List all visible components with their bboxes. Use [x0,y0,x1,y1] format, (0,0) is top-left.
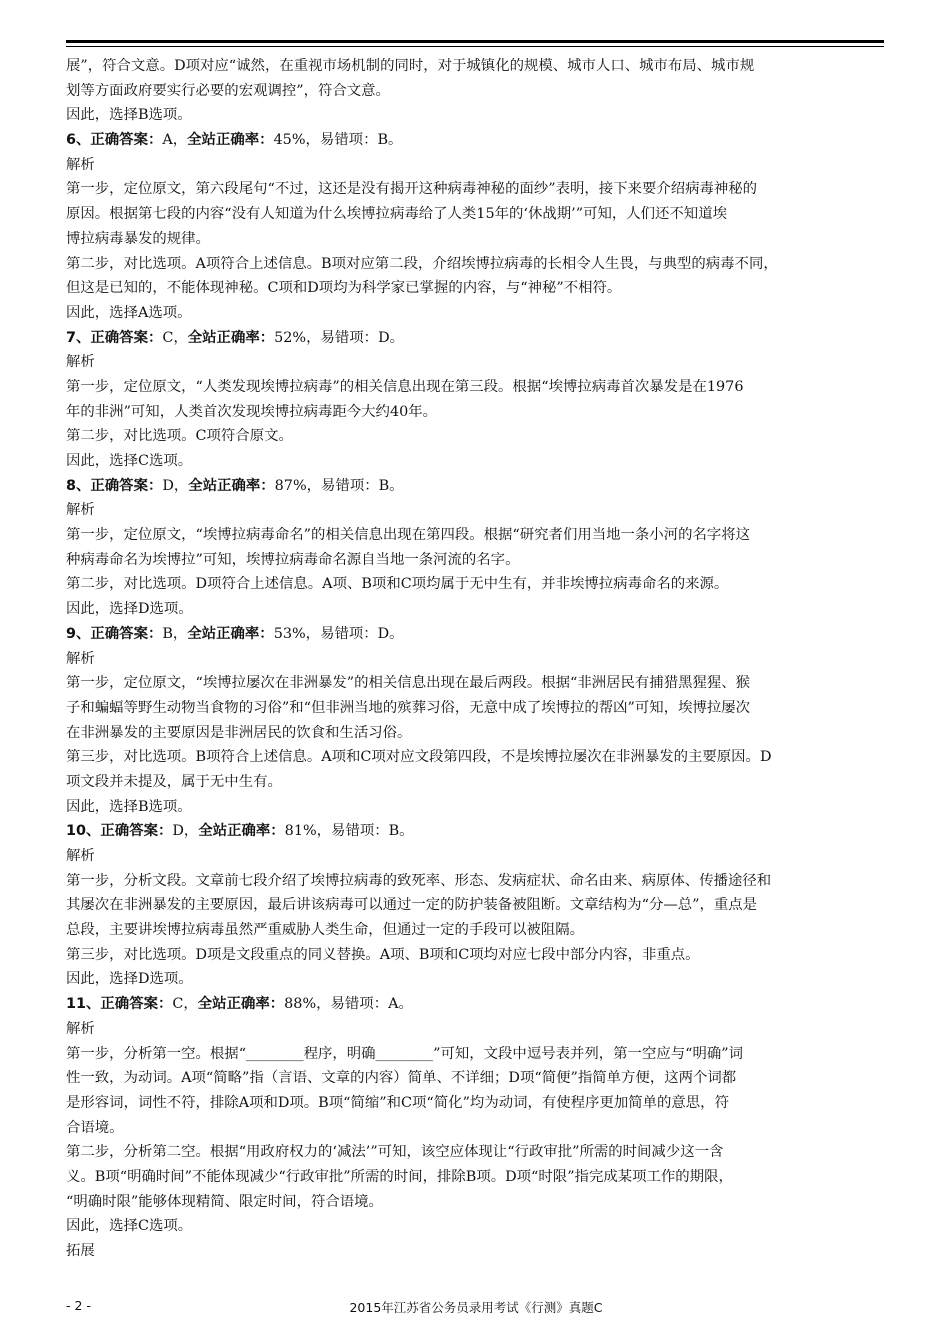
answer-line [66,128,886,153]
answer-details: 45%，易错项：B。 [273,132,403,149]
text-line: 种病毒命名为埃博拉”可知，埃博拉病毒命名源自当地一条河流的名字。 [66,551,520,568]
text-line: 第二步，对比选项。D项符合上述信息。A项、B项和C项均属于无中生有，并非埃博拉病毒命名的来源。 [66,576,729,593]
rate-label: 全站正确率： [198,823,285,840]
text-line: 第一步，定位原文，第六段尾句“不过，这还是没有揭开这种病毒神秘的面纱”表明，接下来要介绍病毒神秘的 [66,181,758,198]
answer-line [66,992,886,1017]
rate-label: 全站正确率： [187,329,275,346]
text-line: 第三步，对比选项。B项符合上述信息。A项和C项对应文段第四段，不是埃博拉屡次在非洲暴发的主要原因。D [66,749,772,766]
answer-details: 87%，易错项：B。 [274,477,404,494]
text-line: 第二步，分析第二空。根据“用政府权力的‘减法’”可知，该空应体现让“行政审批”所需的时间减少这一含 [66,1144,724,1161]
text-line: 划等方面政府要实行必要的宏观调控”，符合文意。 [66,82,390,99]
text-line: 是形容词，词性不符，排除A项和D项。B项“简缩”和C项“简化”均为动词，有使程序更加简单的意思，符 [66,1094,729,1111]
text-line: 第二步，对比选项。C项符合原文。 [66,428,293,445]
text-line: 展”，符合文意。D项对应“诚然，在重视市场机制的同时，对于城镇化的规模、城市人口、城市布局、城市规 [66,58,755,74]
text-line: 但这是已知的，不能体现神秘。C项和D项均为科学家已掌握的内容，与“神秘”不相符。 [66,280,622,297]
answer-details: 81%，易错项：B。 [284,823,414,840]
text-line: 义。B项“明确时间”不能体现减少“行政审批”所需的时间，排除B项。D项“时限”指完成某项工作的期限， [66,1168,733,1185]
text-line: 总段，主要讲埃博拉病毒虽然严重威胁人类生命，但通过一定的手段可以被阻隔。 [66,922,585,939]
answer-label: 7、正确答案： [66,329,163,346]
text-line: 年的非洲”可知，人类首次发现埃博拉病毒距今大约40年。 [66,403,438,420]
footer-title: 2015年江苏省公务员录用考试《行测》真题C [349,1300,603,1315]
analysis-heading: 解析 [66,502,95,519]
answer-details: 53%，易错项：D。 [273,625,404,642]
answer-line [66,326,886,351]
text-line: 因此，选择C选项。 [66,453,193,469]
text-line: 第一步，定位原文，“埃博拉屡次在非洲暴发”的相关信息出现在最后两段。根据“非洲居民有捕猎黑猩猩、猴 [66,675,751,692]
text-line: 项文段并未提及，属于无中生有。 [66,773,282,790]
text-line: 第一步，定位原文，“埃博拉病毒命名”的相关信息出现在第四段。根据“研究者们用当地一条小河的名字将这 [66,527,751,544]
page-number: - 2 - [66,1298,91,1313]
answer-label: 8、正确答案： [66,477,163,494]
answer-label: 9、正确答案： [66,625,163,642]
answer-details: 88%，易错项：A。 [284,996,413,1013]
page-footer [66,1298,886,1318]
answer-details: 52%，易错项：D。 [274,329,404,346]
rate-label: 全站正确率： [187,132,274,149]
text-line: 子和蝙蝠等野生动物当食物的习俗”和“但非洲当地的殡葬习俗，无意中成了埃博拉的帮凶”可知，埃博拉屡次 [66,699,751,716]
text-line: 因此，选择D选项。 [66,971,193,988]
text-line: 因此，选择B选项。 [66,107,192,124]
answer-label: 6、正确答案： [66,132,163,149]
text-line: 第一步，定位原文，“人类发现埃博拉病毒”的相关信息出现在第三段。根据“埃博拉病毒首次暴发是在1976 [66,378,744,395]
text-line: 其屡次在非洲暴发的主要原因，最后讲该病毒可以通过一定的防护装备被阻断。文章结构为“分—总”，重点是 [66,897,758,914]
answer-line [66,819,886,844]
text-line: 合语境。 [66,1119,124,1136]
answer-label: 11、正确答案： [66,996,173,1013]
answer-value: D， [172,823,199,840]
text-line: 博拉病毒暴发的规律。 [66,230,210,247]
text-line: 第一步，分析文段。文章前七段介绍了埃博拉病毒的致死率、形态、发病症状、命名由来、病原体、传播途径和 [66,872,772,889]
analysis-heading: 解析 [66,156,95,173]
answer-label: 10、正确答案： [66,823,173,840]
text-line: 原因。根据第七段的内容“没有人知道为什么埃博拉病毒给了人类15年的‘休战期’”可知，人们还不知道埃 [66,206,727,223]
text-line: 在非洲暴发的主要原因是非洲居民的饮食和生活习俗。 [66,724,412,741]
text-line: 因此，选择B选项。 [66,798,192,815]
text-line: 第三步，对比选项。D项是文段重点的同义替换。A项、B项和C项均对应七段中部分内容，非重点。 [66,946,700,963]
analysis-heading: 解析 [66,1020,95,1037]
answer-value: B， [162,625,188,642]
text-line: “明确时限”能够体现精简、限定时间，符合语境。 [66,1193,383,1210]
answer-value: A， [162,132,188,149]
header-rule-thin [66,46,884,47]
rate-label: 全站正确率： [197,996,285,1013]
analysis-heading: 解析 [66,650,95,667]
answer-line [66,474,886,499]
analysis-heading: 解析 [66,354,95,371]
analysis-heading: 解析 [66,848,95,864]
document-body [66,54,886,1264]
answer-value: C， [162,329,188,346]
text-line: 第一步，分析第一空。根据“________程序，明确________”可知，文段中逗号表并列，第一空应与“明确”词 [66,1045,744,1062]
text-line: 因此，选择C选项。 [66,1218,193,1235]
answer-line [66,622,886,647]
text-line: 因此，选择A选项。 [66,304,192,321]
answer-value: C， [172,996,198,1013]
rate-label: 全站正确率： [187,625,274,642]
text-line: 性一致，为动词。A项“简略”指（言语、文章的内容）简单、不详细；D项“简便”指简单方便，这两个词都 [66,1070,737,1087]
text-line: 因此，选择D选项。 [66,601,193,618]
rate-label: 全站正确率： [188,477,275,494]
header-rule-thick [66,40,884,43]
text-line: 第二步，对比选项。A项符合上述信息。B项对应第二段，介绍埃博拉病毒的长相令人生畏，与典型的病毒不同， [66,255,778,272]
answer-value: D， [162,477,189,494]
extension-heading: 拓展 [66,1243,95,1259]
